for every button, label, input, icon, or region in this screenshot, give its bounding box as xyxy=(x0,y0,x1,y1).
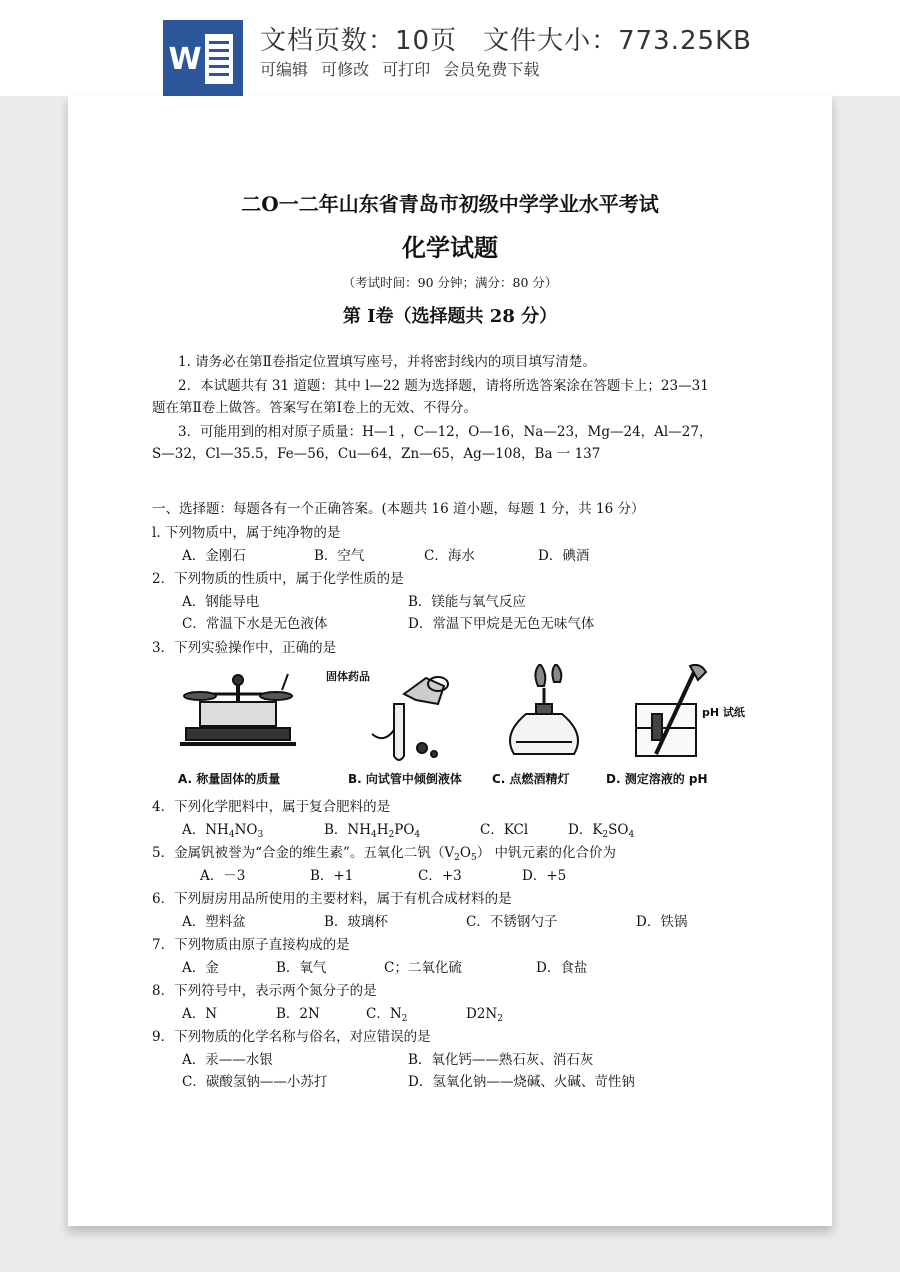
instruction-1: 1. 请务必在第Ⅱ卷指定位置填写座号，并将密封线内的项目填写清楚。 xyxy=(178,354,596,370)
feature-member-download[interactable]: 会员免费下载 xyxy=(443,60,540,79)
feature-printable: 可打印 xyxy=(382,60,431,79)
solid-reagent-label: 固体药品 xyxy=(326,670,370,683)
q4-option-b: B．$NH_4H_2PO_4$ xyxy=(324,822,421,840)
q7-option-b: B．氧气 xyxy=(276,960,327,976)
question-2-stem: 2．下列物质的性质中，属于化学性质的是 xyxy=(152,571,404,587)
part-one-heading: 一、选择题：每题各有一个正确答案。(本题共 16 道小题，每题 1 分，共 16 分） xyxy=(152,501,645,517)
q2-option-d: D．常温下甲烷是无色无味气体 xyxy=(408,616,595,632)
question-4-stem: 4．下列化学肥料中，属于复合肥料的是 xyxy=(152,799,391,815)
ph-paper-label: pH 试纸 xyxy=(702,706,745,719)
q1-option-c: C．海水 xyxy=(424,548,475,564)
q7-option-c: C；二氧化硫 xyxy=(384,960,462,976)
q2-option-b: B．镁能与氧气反应 xyxy=(408,594,526,610)
question-5-stem: 5．金属钒被誉为“合金的维生素”。五氧化二钒$(V_2O_5)$ 中钒元素的化合价为 xyxy=(152,845,616,863)
q2-option-c: C．常温下水是无色液体 xyxy=(182,616,328,632)
q9-option-a: A．汞——水银 xyxy=(182,1052,273,1068)
question-8-stem: 8．下列符号中，表示两个氮分子的是 xyxy=(152,983,377,999)
download-banner xyxy=(0,0,900,96)
caption-b: B. 向试管中倾倒液体 xyxy=(348,772,462,786)
balance-drawing xyxy=(180,674,296,744)
q9-option-c: C．碳酸氢钠——小苏打 xyxy=(182,1074,328,1090)
q2-option-a: A．钢能导电 xyxy=(182,594,260,610)
file-info xyxy=(260,20,752,57)
q7-option-a: A．金 xyxy=(182,960,219,976)
file-size: 文件大小：773.25KB xyxy=(483,26,752,56)
instruction-2: 2．本试题共有 31 道题：其中 l—22 题为选择题，请将所选答案涂在答题卡上；23—31 xyxy=(178,378,709,394)
instruction-3-cont: S—32，Cl—35.5，Fe—56，Cu—64，Zn—65，Ag—108，Ba 一 137 xyxy=(152,446,601,462)
question-3-stem: 3．下列实验操作中，正确的是 xyxy=(152,640,337,656)
q4-option-a: A．$NH_4NO_3$ xyxy=(182,822,264,840)
svg-text:W: W xyxy=(168,42,202,77)
caption-c: C. 点燃酒精灯 xyxy=(492,772,570,786)
instruction-3: 3．可能用到的相对原子质量：H—1 ，C—12，O—16，Na—23，Mg—24，Al—27， xyxy=(178,424,713,440)
section-title: 第 Ⅰ卷（选择题共 28 分） xyxy=(342,306,558,327)
feature-list xyxy=(260,57,547,80)
instruction-2-cont: 题在第Ⅱ卷上做答。答案写在第Ⅰ卷上的无效、不得分。 xyxy=(152,400,478,416)
q5-option-a: A．－3 xyxy=(200,868,246,884)
exam-title: 二O一二年山东省青岛市初级中学学业水平考试 xyxy=(241,192,659,216)
ph-test-drawing xyxy=(636,665,706,756)
q9-option-d: D．氢氧化钠——烧碱、火碱、苛性钠 xyxy=(408,1074,635,1090)
q6-option-d: D．铁锅 xyxy=(636,914,688,930)
feature-editable: 可编辑 xyxy=(260,60,309,79)
q1-option-b: B．空气 xyxy=(314,548,365,564)
q8-option-a: A．N xyxy=(182,1006,218,1022)
question-6-stem: 6．下列厨房用品所使用的主要材料，属于有机合成材料的是 xyxy=(152,891,512,907)
q7-option-d: D．食盐 xyxy=(536,960,588,976)
q4-option-c: C．KCl xyxy=(480,822,529,838)
alcohol-lamp-drawing xyxy=(510,664,578,754)
q6-option-a: A．塑料盆 xyxy=(182,914,246,930)
q4-option-d: D．$K_2SO_4$ xyxy=(568,822,635,840)
q1-option-d: D．碘酒 xyxy=(538,548,590,564)
exam-duration: （考试时间：90 分钟；满分：80 分） xyxy=(342,275,558,290)
q6-option-c: C．不锈钢勺子 xyxy=(466,914,558,930)
test-tube-pouring-drawing xyxy=(372,677,448,760)
q5-option-b: B．+1 xyxy=(310,868,354,884)
word-document-icon xyxy=(163,20,243,96)
exam-subject: 化学试题 xyxy=(402,233,498,262)
caption-a: A. 称量固体的质量 xyxy=(178,772,281,786)
q1-option-a: A．金刚石 xyxy=(182,548,246,564)
question-7-stem: 7．下列物质由原子直接构成的是 xyxy=(152,937,350,953)
q8-option-b: B．2N xyxy=(276,1006,320,1022)
exam-page xyxy=(68,96,832,1226)
question-1-stem: l. 下列物质中，属于纯净物的是 xyxy=(152,525,341,541)
q5-option-d: D．+5 xyxy=(522,868,567,884)
caption-d: D. 测定溶液的 pH xyxy=(606,772,708,786)
q5-option-c: C．+3 xyxy=(418,868,462,884)
page-count: 文档页数：10页 xyxy=(260,26,458,56)
q8-option-c: C．$N_2$ xyxy=(366,1006,408,1024)
q9-option-b: B．氧化钙——熟石灰、消石灰 xyxy=(408,1052,594,1068)
lab-operations-figure xyxy=(176,664,745,792)
feature-modifiable: 可修改 xyxy=(321,60,370,79)
lab-drawings xyxy=(176,664,740,768)
q6-option-b: B．玻璃杯 xyxy=(324,914,388,930)
q8-option-d: $D2N_2$ xyxy=(466,1006,503,1024)
question-9-stem: 9．下列物质的化学名称与俗名，对应错误的是 xyxy=(152,1029,431,1045)
